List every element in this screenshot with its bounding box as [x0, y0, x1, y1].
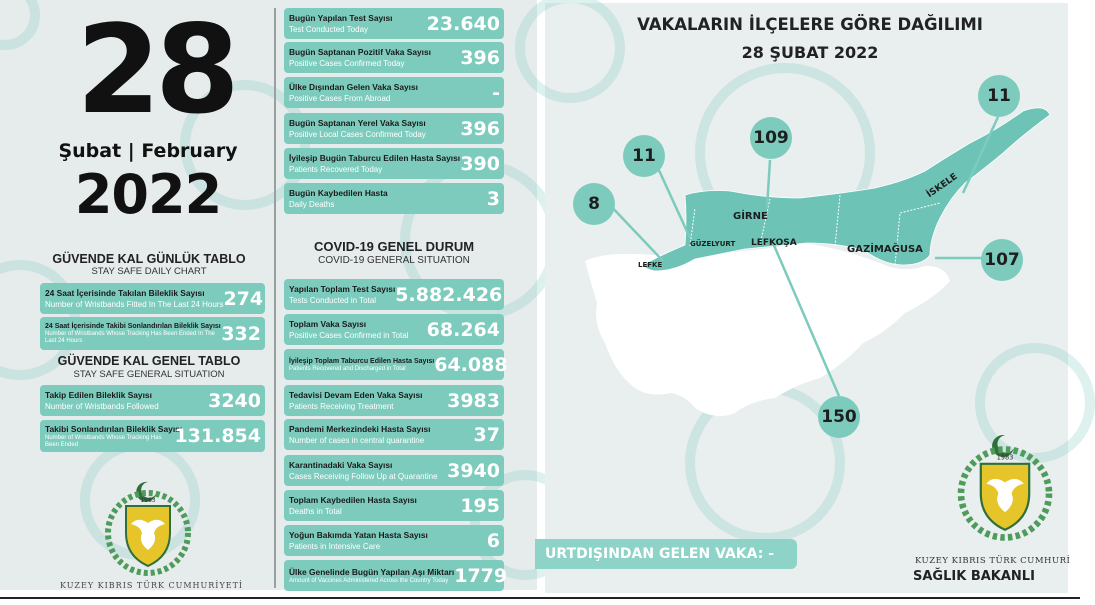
stat-vaccines-today: [284, 560, 508, 591]
stat-wristbands-ended-total: [40, 420, 265, 452]
map-date: 28 ŞUBAT 2022: [741, 43, 879, 62]
stat-value: 68.264: [426, 318, 500, 341]
stat-label: İyileşip Toplam Taburcu Edilen Hasta Sayısı: [289, 357, 435, 365]
stat-sublabel: Amount of Vaccines Administered Across the Country Today: [289, 577, 449, 584]
stat-label: 24 Saat İçerisinde Takibi Sonlandırılan Bileklik Sayısı: [45, 323, 221, 330]
stat-value: 390: [460, 152, 500, 175]
stat-sublabel: Patients in Intensive Care: [289, 541, 381, 551]
stat-pandemic-center: [284, 419, 504, 450]
stat-cases-total: [284, 314, 504, 345]
stat-positive-today: [284, 42, 504, 73]
stat-value: 6: [486, 529, 500, 552]
stat-sublabel: Positive Cases Confirmed in Total: [289, 330, 409, 340]
general-chart-title: GÜVENDE KAL GENEL TABLO: [57, 354, 241, 368]
stat-label: Bugün Kaybedilen Hasta: [289, 187, 388, 198]
stat-label: Yoğun Bakımda Yatan Hasta Sayısı: [289, 529, 428, 540]
stat-value: 23.640: [426, 12, 500, 35]
emblem-icon: [98, 478, 198, 578]
district-count-gazimagusa: 107: [981, 239, 1023, 281]
stat-label: 24 Saat İçerisinde Takılan Bileklik Sayısı: [45, 287, 205, 298]
stat-wristbands-ended-24h: [40, 317, 265, 350]
stat-sublabel: Daily Deaths: [289, 199, 335, 209]
stat-value: 3: [486, 187, 500, 210]
republic-caption: KUZEY KIBRIS TÜRK CUMHURİYETİ: [60, 581, 244, 590]
stat-value: -: [492, 81, 500, 104]
cases-from-abroad-bar: URTDIŞINDAN GELEN VAKA: -: [535, 539, 797, 569]
district-label-lefkosa: LEFKOŞA: [751, 238, 797, 248]
stat-sublabel: Number of cases in central quarantine: [289, 435, 425, 445]
stat-value: 332: [221, 322, 261, 345]
stat-value: 3240: [208, 389, 261, 412]
district-label-girne: GİRNE: [733, 211, 768, 222]
stat-sublabel: Number of Wristbands Whose Tracking Has Been Ended: [45, 434, 162, 448]
stat-label: Toplam Vaka Sayısı: [289, 318, 367, 329]
stat-quarantine: [284, 455, 504, 486]
stat-recovered-today: [284, 148, 504, 179]
stat-deaths-today: [284, 183, 504, 214]
stat-sublabel: Test Conducted Today: [289, 24, 369, 34]
ministry-caption-line1: KUZEY KIBRIS TÜRK CUMHURİ: [915, 556, 1071, 566]
covid-general-title: COVID-19 GENEL DURUM: [313, 239, 475, 254]
stat-sublabel: Number of Wristbands Whose Tracking Has Been Ended In The Last 24 Hours: [45, 331, 215, 344]
stat-intensive-care: [284, 525, 504, 556]
stat-label: İyileşip Bugün Taburcu Edilen Hasta Sayısı: [289, 152, 461, 163]
district-count-lefke: 8: [573, 183, 615, 225]
stat-wristbands-fitted-24h: [40, 283, 265, 314]
stat-label: Takip Edilen Bileklik Sayısı: [45, 389, 152, 400]
district-count-girne: 109: [750, 117, 792, 159]
stat-value: 396: [460, 46, 500, 69]
bottom-edge: [0, 597, 1080, 605]
stat-sublabel: Positive Cases From Abroad: [289, 93, 391, 103]
stat-value: 131.854: [174, 425, 261, 447]
stat-label: Ülke Genelinde Bugün Yapılan Aşı Miktarı: [289, 566, 455, 577]
daily-chart-title: GÜVENDE KAL GÜNLÜK TABLO: [52, 252, 246, 266]
stat-sublabel: Cases Receiving Follow Up at Quarantine: [289, 471, 438, 481]
date-year: 2022: [74, 163, 222, 226]
emblem-year: 1983: [140, 497, 156, 504]
stat-label: Karantinadaki Vaka Sayısı: [289, 459, 393, 470]
district-count-iskele: 11: [978, 75, 1020, 117]
stat-label: Bugün Saptanan Pozitif Vaka Sayısı: [289, 46, 431, 57]
map-title: VAKALARIN İLÇELERE GÖRE DAĞILIMI: [637, 15, 983, 34]
stat-value: 64.088: [434, 353, 508, 376]
district-label-lefke: LEFKE: [638, 261, 663, 269]
virus-icon: [0, 0, 40, 50]
stat-value: 5.882.426: [395, 283, 503, 306]
daily-chart-subtitle: STAY SAFE DAILY CHART: [91, 266, 207, 277]
district-count-guzelyurt: 11: [623, 135, 665, 177]
stat-sublabel: Number of Wristbands Fitted In The Last 24 Hours: [45, 299, 224, 309]
covid-general-subtitle: COVID-19 GENERAL SITUATION: [318, 255, 470, 266]
stat-label: Toplam Kaybedilen Hasta Sayısı: [289, 494, 417, 505]
stat-value: 195: [460, 494, 500, 517]
stat-sublabel: Tests Conducted in Total: [289, 295, 377, 305]
date-month: Şubat | February: [58, 140, 238, 162]
stat-sublabel: Positive Cases Confirmed Today: [289, 58, 405, 68]
emblem-year: 1983: [996, 453, 1014, 462]
stat-tests-total: [284, 279, 504, 310]
stat-recovered-total: [284, 349, 508, 380]
stat-wristbands-followed: [40, 385, 265, 416]
stat-value: 3940: [447, 459, 500, 482]
stat-label: Takibi Sonlandırılan Bileklik Sayısı: [45, 423, 183, 434]
stat-cases-abroad: [284, 77, 504, 108]
stat-label: Ülke Dışından Gelen Vaka Sayısı: [289, 81, 418, 92]
daily-report-panel: [0, 0, 537, 590]
stat-deaths-total: [284, 490, 504, 521]
stat-label: Tedavisi Devam Eden Vaka Sayısı: [289, 389, 423, 400]
date-day: 28: [76, 0, 234, 141]
stat-sublabel: Patients Recovered and Discharged in Total: [289, 365, 406, 372]
stat-tests-today: [284, 8, 504, 39]
stat-value: 37: [473, 423, 500, 446]
district-label-gazimagusa: GAZİMAĞUSA: [847, 244, 923, 255]
stat-sublabel: Patients Recovered Today: [289, 164, 383, 174]
ministry-caption-line2: SAĞLIK BAKANLI: [913, 569, 1035, 584]
stat-sublabel: Number of Wristbands Followed: [45, 401, 159, 411]
stat-value: 3983: [447, 389, 500, 412]
stat-label: Bugün Saptanan Yerel Vaka Sayısı: [289, 117, 426, 128]
stat-value: 1779: [454, 564, 508, 587]
column-divider: [274, 8, 276, 588]
district-label-guzelyurt: GÜZELYURT: [690, 240, 736, 248]
stat-sublabel: Deaths in Total: [289, 506, 342, 516]
general-chart-subtitle: STAY SAFE GENERAL SITUATION: [73, 369, 225, 380]
stat-value: 396: [460, 117, 500, 140]
stat-value: 274: [223, 287, 264, 310]
emblem-icon: [950, 433, 1060, 543]
stat-label: Bugün Yapılan Test Sayısı: [289, 12, 393, 23]
stat-label: Yapılan Toplam Test Sayısı: [289, 283, 396, 294]
district-count-lefkosa: 150: [818, 396, 860, 438]
stat-sublabel: Patients Receiving Treatment: [289, 401, 394, 411]
stat-sublabel: Positive Local Cases Confirmed Today: [289, 129, 426, 139]
stat-label: Pandemi Merkezindeki Hasta Sayısı: [289, 423, 431, 434]
stat-local-today: [284, 113, 504, 144]
district-label-iskele: İSKELE: [925, 171, 960, 201]
district-map-panel: [545, 3, 1071, 593]
stat-receiving-treatment: [284, 385, 504, 416]
